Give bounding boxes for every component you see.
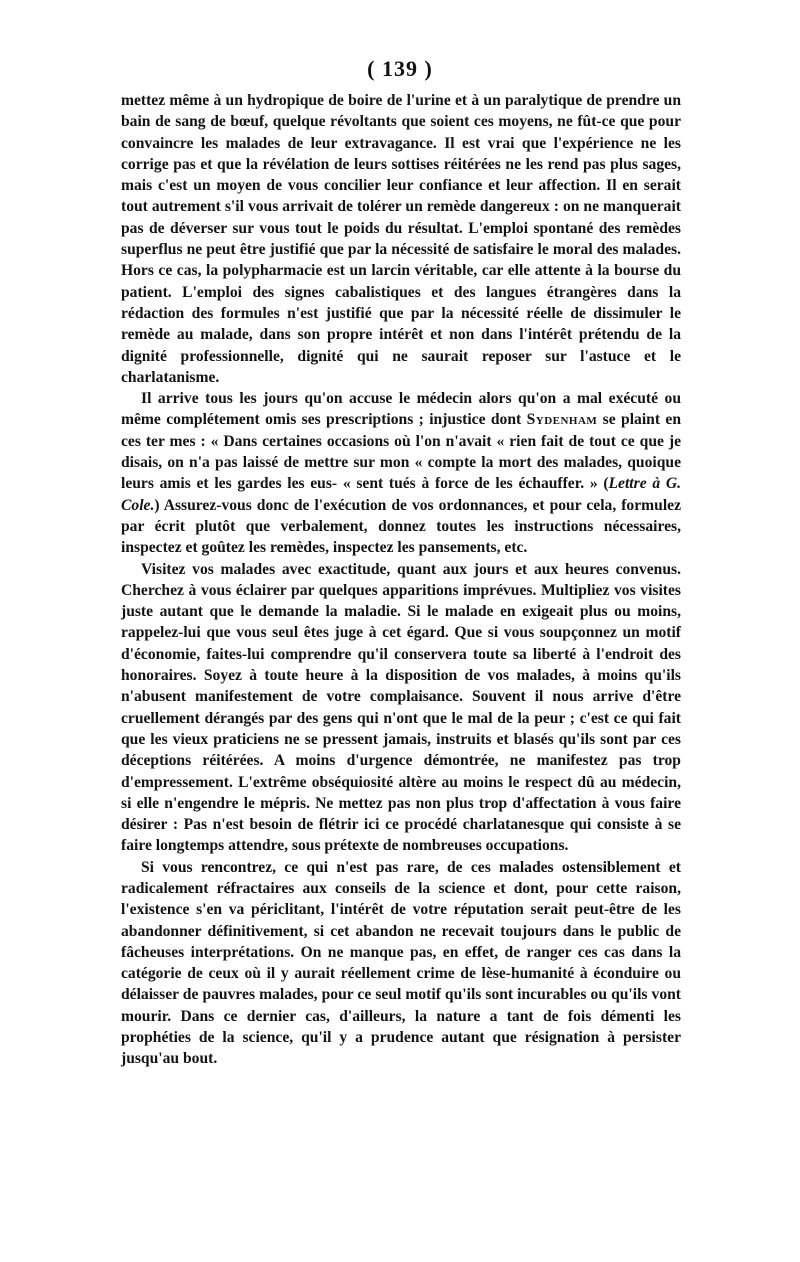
citation-italic: Lettre à G. Cole. bbox=[121, 475, 681, 514]
text-segment: Il arrive tous les jours qu'on accuse le médecin alors qu'on a mal exécuté ou même complétement omis ses prescriptions ; injustice dont bbox=[121, 390, 681, 429]
text-segment: se plaint en ces ter mes : « Dans certaines occasions où l'on n'avait « rien fait de tout ce que je disais, on n'a pas laissé de mettre sur mon « compte la mort des malades, quoique leurs amis et les gardes les eus- « sent tués à force de les échauffer. » ( bbox=[121, 411, 681, 493]
text-segment: Visitez vos malades avec exactitude, quant aux jours et aux heures convenus. Cherchez à vous éclairer par quelques apparitions imprévues. Multipliez vos visites juste autant que le demande la maladie. Si le malade en exigeait plus ou moins, rappelez-lui que vous seul êtes juge à cet égard. Que si vous soupçonnez un motif d'économie, faites-lui comprendre qu'il conservera toute sa liberté à l'endroit des honoraires. Soyez à toute heure à la disposition de vos malades, à moins qu'ils n'abusent manifestement de votre complaisance. Souvent il nous arrive d'être cruellement dérangés par des gens qui n'ont que le mal de la peur ; c'est ce qui fait que les vieux praticiens ne se pressent jamais, instruits et blasés qu'ils sont par ces déceptions réitérées. A moins d'urgence démontrée, ne manifestez pas trop d'empressement. L'extrême obséquiosité altère au moins le respect dû au médecin, si elle n'engendre le mépris. Ne mettez pas non plus trop d'affectation à vous faire désirer : Pas n'est besoin de flétrir ici ce procédé charlatanesque qui consiste à se faire longtemps attendre, sous prétexte de nombreuses occupations. bbox=[121, 560, 681, 855]
author-name: Sydenham bbox=[526, 411, 598, 429]
text-segment: mettez même à un hydropique de boire de l'urine et à un paralytique de prendre un bain de sang de bœuf, quelque révoltants que soient ces moyens, ne fût-ce que pour convaincre les malades de leur extravagance. Il est vrai que l'expérience ne les corrige pas et que la révélation de leurs sottises réitérées ne les rend pas plus sages, mais c'est un moyen de vous concilier leur confiance et leur affection. Il en serait tout autrement s'il vous arrivait de tolérer un remède dangereux : on ne manquerait pas de déverser sur vous tout le poids du résultat. L'emploi spontané des remèdes superflus ne peut être justifié que par la nécessité de satisfaire le moral des malades. Hors ce cas, la polypharmacie est un larcin véritable, car elle attente à la bourse du patient. L'emploi des signes cabalistiques et des langues étrangères dans la rédaction des formules n'est justifié que par la nécessité réelle de dissimuler le remède au malade, dans son propre intérêt et non dans l'intérêt prétendu de la dignité professionnelle, dignité qui ne saurait reposer sur l'astuce et le charlatanisme. bbox=[121, 92, 681, 386]
paragraph bbox=[121, 388, 681, 558]
page-number: ( 139 ) bbox=[367, 56, 433, 81]
text-segment: ) Assurez-vous donc de l'exécution de vos ordonnances, et pour cela, formulez par écrit plutôt que verbalement, donnez toutes les instructions nécessaires, inspectez et goûtez les remèdes, inspectez les pansements, etc. bbox=[121, 496, 681, 557]
paragraph bbox=[121, 559, 681, 857]
paragraph bbox=[121, 857, 681, 1070]
text-segment: Si vous rencontrez, ce qui n'est pas rare, de ces malades ostensiblement et radicalement réfractaires aux conseils de la science et dont, pour cette raison, l'existence s'en va périclitant, l'intérêt de votre réputation serait peut-être de les abandonner définitivement, si cet abandon ne recevait toujours dans le public de fâcheuses interprétations. On ne manque pas, en effet, de ranger ces cas dans la catégorie de ceux où il y aurait réellement crime de lèse-humanité à éconduire ou délaisser de pauvres malades, pour ce seul motif qu'ils sont incurables ou qu'ils vont mourir. Dans ce dernier cas, d'ailleurs, la nature a tant de fois démenti les prophéties de la science, qu'il y a prudence autant que résignation à persister jusqu'au bout. bbox=[121, 858, 681, 1068]
paragraph bbox=[121, 90, 681, 388]
body-text bbox=[121, 90, 681, 1070]
